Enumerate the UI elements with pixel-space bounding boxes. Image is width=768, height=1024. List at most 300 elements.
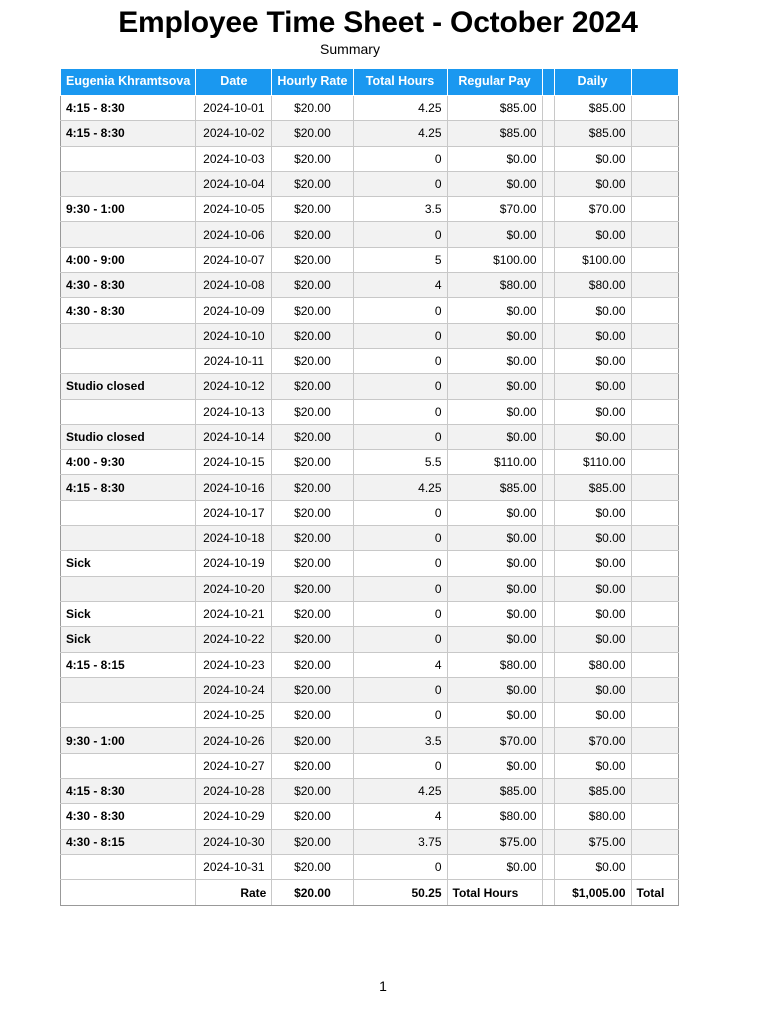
cell-date: 2024-10-18 <box>196 526 272 551</box>
header-daily: Daily <box>554 69 631 96</box>
cell-regular-pay: $85.00 <box>447 96 542 121</box>
cell-daily: $70.00 <box>554 728 631 753</box>
cell-daily: $0.00 <box>554 753 631 778</box>
footer-rate-label: Rate <box>196 880 272 906</box>
cell-total-hours: 0 <box>353 348 447 373</box>
cell-blank <box>542 424 554 449</box>
cell-regular-pay: $0.00 <box>447 424 542 449</box>
cell-shift: 4:00 - 9:00 <box>61 247 196 272</box>
cell-blank <box>542 374 554 399</box>
cell-date: 2024-10-24 <box>196 677 272 702</box>
table-row <box>61 854 679 879</box>
cell-shift <box>61 703 196 728</box>
cell-shift: Studio closed <box>61 374 196 399</box>
cell-regular-pay: $70.00 <box>447 197 542 222</box>
document-subtitle: Summary <box>320 41 380 57</box>
table-row <box>61 197 679 222</box>
cell-daily: $85.00 <box>554 121 631 146</box>
cell-blank <box>542 779 554 804</box>
cell-daily: $0.00 <box>554 576 631 601</box>
cell-date: 2024-10-29 <box>196 804 272 829</box>
cell-total-hours: 0 <box>353 146 447 171</box>
cell-extra <box>631 121 678 146</box>
cell-hourly-rate: $20.00 <box>272 424 353 449</box>
footer-total-pay-value: $1,005.00 <box>554 880 631 906</box>
table-row <box>61 703 679 728</box>
cell-blank <box>542 576 554 601</box>
cell-total-hours: 0 <box>353 627 447 652</box>
cell-regular-pay: $0.00 <box>447 677 542 702</box>
cell-date: 2024-10-31 <box>196 854 272 879</box>
cell-blank <box>542 450 554 475</box>
cell-daily: $0.00 <box>554 222 631 247</box>
cell-regular-pay: $0.00 <box>447 601 542 626</box>
cell-daily: $80.00 <box>554 273 631 298</box>
cell-blank <box>542 222 554 247</box>
footer-total-label: Total <box>631 880 678 906</box>
cell-blank <box>542 348 554 373</box>
cell-regular-pay: $0.00 <box>447 500 542 525</box>
cell-hourly-rate: $20.00 <box>272 779 353 804</box>
footer-rate-value: $20.00 <box>272 880 353 906</box>
cell-date: 2024-10-04 <box>196 171 272 196</box>
cell-shift: 4:30 - 8:15 <box>61 829 196 854</box>
cell-extra <box>631 298 678 323</box>
table-row <box>61 374 679 399</box>
cell-hourly-rate: $20.00 <box>272 475 353 500</box>
cell-extra <box>631 323 678 348</box>
cell-blank <box>542 753 554 778</box>
cell-blank <box>542 323 554 348</box>
cell-shift: 4:15 - 8:15 <box>61 652 196 677</box>
cell-date: 2024-10-26 <box>196 728 272 753</box>
table-row <box>61 500 679 525</box>
cell-total-hours: 4.25 <box>353 121 447 146</box>
cell-shift <box>61 500 196 525</box>
header-date: Date <box>196 69 272 96</box>
cell-date: 2024-10-11 <box>196 348 272 373</box>
page-number: 1 <box>379 978 387 994</box>
cell-extra <box>631 171 678 196</box>
cell-blank <box>542 121 554 146</box>
cell-regular-pay: $85.00 <box>447 121 542 146</box>
cell-shift <box>61 854 196 879</box>
cell-daily: $0.00 <box>554 399 631 424</box>
cell-blank <box>542 146 554 171</box>
cell-extra <box>631 677 678 702</box>
cell-shift: 9:30 - 1:00 <box>61 728 196 753</box>
cell-total-hours: 5.5 <box>353 450 447 475</box>
cell-total-hours: 0 <box>353 298 447 323</box>
cell-extra <box>631 854 678 879</box>
footer-blank-cell <box>542 880 554 906</box>
cell-hourly-rate: $20.00 <box>272 171 353 196</box>
cell-blank <box>542 399 554 424</box>
cell-hourly-rate: $20.00 <box>272 627 353 652</box>
cell-hourly-rate: $20.00 <box>272 348 353 373</box>
cell-hourly-rate: $20.00 <box>272 829 353 854</box>
cell-total-hours: 0 <box>353 500 447 525</box>
table-row <box>61 576 679 601</box>
cell-hourly-rate: $20.00 <box>272 197 353 222</box>
footer-empty-cell <box>61 880 196 906</box>
footer-total-hours-value: 50.25 <box>353 880 447 906</box>
table-row <box>61 323 679 348</box>
cell-date: 2024-10-15 <box>196 450 272 475</box>
cell-hourly-rate: $20.00 <box>272 450 353 475</box>
table-row <box>61 273 679 298</box>
cell-blank <box>542 854 554 879</box>
cell-hourly-rate: $20.00 <box>272 298 353 323</box>
table-row <box>61 804 679 829</box>
cell-regular-pay: $0.00 <box>447 703 542 728</box>
cell-regular-pay: $80.00 <box>447 652 542 677</box>
cell-blank <box>542 96 554 121</box>
cell-extra <box>631 703 678 728</box>
cell-extra <box>631 222 678 247</box>
cell-shift <box>61 526 196 551</box>
cell-regular-pay: $85.00 <box>447 779 542 804</box>
cell-hourly-rate: $20.00 <box>272 526 353 551</box>
cell-shift: 4:30 - 8:30 <box>61 273 196 298</box>
cell-blank <box>542 728 554 753</box>
cell-daily: $0.00 <box>554 526 631 551</box>
cell-regular-pay: $70.00 <box>447 728 542 753</box>
cell-date: 2024-10-25 <box>196 703 272 728</box>
cell-total-hours: 3.5 <box>353 197 447 222</box>
cell-total-hours: 0 <box>353 171 447 196</box>
cell-shift: 4:00 - 9:30 <box>61 450 196 475</box>
cell-shift <box>61 753 196 778</box>
cell-regular-pay: $80.00 <box>447 804 542 829</box>
cell-extra <box>631 652 678 677</box>
cell-date: 2024-10-06 <box>196 222 272 247</box>
header-blank <box>542 69 554 96</box>
cell-extra <box>631 146 678 171</box>
cell-hourly-rate: $20.00 <box>272 703 353 728</box>
table-row <box>61 601 679 626</box>
cell-extra <box>631 374 678 399</box>
table-row <box>61 551 679 576</box>
cell-regular-pay: $0.00 <box>447 753 542 778</box>
cell-extra <box>631 576 678 601</box>
cell-hourly-rate: $20.00 <box>272 273 353 298</box>
header-extra <box>631 69 678 96</box>
cell-daily: $85.00 <box>554 475 631 500</box>
cell-date: 2024-10-05 <box>196 197 272 222</box>
cell-extra <box>631 627 678 652</box>
table-row <box>61 753 679 778</box>
cell-daily: $80.00 <box>554 804 631 829</box>
cell-shift <box>61 222 196 247</box>
cell-total-hours: 4 <box>353 273 447 298</box>
cell-hourly-rate: $20.00 <box>272 399 353 424</box>
cell-regular-pay: $110.00 <box>447 450 542 475</box>
table-footer-row <box>61 880 679 906</box>
cell-shift <box>61 171 196 196</box>
cell-total-hours: 0 <box>353 526 447 551</box>
cell-blank <box>542 475 554 500</box>
cell-hourly-rate: $20.00 <box>272 728 353 753</box>
table-row <box>61 247 679 272</box>
cell-daily: $0.00 <box>554 703 631 728</box>
cell-extra <box>631 500 678 525</box>
cell-date: 2024-10-16 <box>196 475 272 500</box>
cell-hourly-rate: $20.00 <box>272 804 353 829</box>
cell-daily: $75.00 <box>554 829 631 854</box>
cell-extra <box>631 475 678 500</box>
cell-blank <box>542 652 554 677</box>
cell-total-hours: 0 <box>353 677 447 702</box>
cell-extra <box>631 348 678 373</box>
cell-regular-pay: $0.00 <box>447 298 542 323</box>
table-body <box>61 96 679 880</box>
cell-daily: $0.00 <box>554 374 631 399</box>
cell-date: 2024-10-13 <box>196 399 272 424</box>
cell-daily: $0.00 <box>554 146 631 171</box>
cell-hourly-rate: $20.00 <box>272 601 353 626</box>
cell-regular-pay: $0.00 <box>447 854 542 879</box>
table-row <box>61 829 679 854</box>
cell-shift: Sick <box>61 601 196 626</box>
cell-shift <box>61 348 196 373</box>
cell-date: 2024-10-20 <box>196 576 272 601</box>
cell-total-hours: 0 <box>353 576 447 601</box>
header-regular-pay: Regular Pay <box>447 69 542 96</box>
table-row <box>61 298 679 323</box>
cell-date: 2024-10-12 <box>196 374 272 399</box>
table-header-row <box>61 69 679 96</box>
cell-total-hours: 0 <box>353 323 447 348</box>
table-row <box>61 348 679 373</box>
cell-hourly-rate: $20.00 <box>272 576 353 601</box>
cell-date: 2024-10-07 <box>196 247 272 272</box>
cell-shift: 9:30 - 1:00 <box>61 197 196 222</box>
cell-total-hours: 3.5 <box>353 728 447 753</box>
cell-total-hours: 0 <box>353 374 447 399</box>
table-row <box>61 526 679 551</box>
cell-daily: $70.00 <box>554 197 631 222</box>
cell-blank <box>542 526 554 551</box>
footer-total-hours-label: Total Hours <box>447 880 542 906</box>
cell-daily: $0.00 <box>554 500 631 525</box>
cell-shift: Studio closed <box>61 424 196 449</box>
cell-date: 2024-10-09 <box>196 298 272 323</box>
cell-total-hours: 0 <box>353 854 447 879</box>
cell-total-hours: 0 <box>353 222 447 247</box>
cell-blank <box>542 197 554 222</box>
cell-daily: $80.00 <box>554 652 631 677</box>
cell-regular-pay: $0.00 <box>447 627 542 652</box>
cell-hourly-rate: $20.00 <box>272 374 353 399</box>
cell-total-hours: 4.25 <box>353 779 447 804</box>
cell-regular-pay: $80.00 <box>447 273 542 298</box>
cell-extra <box>631 96 678 121</box>
cell-shift: Sick <box>61 627 196 652</box>
cell-hourly-rate: $20.00 <box>272 652 353 677</box>
cell-total-hours: 5 <box>353 247 447 272</box>
cell-daily: $0.00 <box>554 171 631 196</box>
cell-blank <box>542 298 554 323</box>
cell-date: 2024-10-14 <box>196 424 272 449</box>
cell-extra <box>631 526 678 551</box>
cell-blank <box>542 677 554 702</box>
cell-shift <box>61 323 196 348</box>
cell-date: 2024-10-17 <box>196 500 272 525</box>
cell-daily: $0.00 <box>554 323 631 348</box>
cell-daily: $0.00 <box>554 854 631 879</box>
cell-date: 2024-10-01 <box>196 96 272 121</box>
cell-hourly-rate: $20.00 <box>272 551 353 576</box>
cell-extra <box>631 424 678 449</box>
cell-total-hours: 0 <box>353 551 447 576</box>
cell-regular-pay: $0.00 <box>447 576 542 601</box>
cell-extra <box>631 829 678 854</box>
cell-hourly-rate: $20.00 <box>272 854 353 879</box>
cell-regular-pay: $0.00 <box>447 374 542 399</box>
table-row <box>61 121 679 146</box>
cell-shift <box>61 399 196 424</box>
cell-total-hours: 0 <box>353 424 447 449</box>
cell-regular-pay: $85.00 <box>447 475 542 500</box>
table-row <box>61 652 679 677</box>
cell-regular-pay: $0.00 <box>447 171 542 196</box>
cell-date: 2024-10-10 <box>196 323 272 348</box>
table-row <box>61 475 679 500</box>
cell-daily: $85.00 <box>554 96 631 121</box>
cell-shift <box>61 576 196 601</box>
cell-regular-pay: $0.00 <box>447 222 542 247</box>
cell-hourly-rate: $20.00 <box>272 222 353 247</box>
cell-shift: 4:15 - 8:30 <box>61 96 196 121</box>
cell-regular-pay: $0.00 <box>447 399 542 424</box>
table-row <box>61 222 679 247</box>
table-row <box>61 627 679 652</box>
cell-regular-pay: $0.00 <box>447 146 542 171</box>
cell-shift: 4:15 - 8:30 <box>61 475 196 500</box>
cell-blank <box>542 627 554 652</box>
header-total-hours: Total Hours <box>353 69 447 96</box>
cell-extra <box>631 779 678 804</box>
cell-shift <box>61 677 196 702</box>
cell-shift: 4:30 - 8:30 <box>61 298 196 323</box>
cell-extra <box>631 399 678 424</box>
cell-regular-pay: $0.00 <box>447 551 542 576</box>
table-row <box>61 399 679 424</box>
cell-hourly-rate: $20.00 <box>272 323 353 348</box>
cell-shift: Sick <box>61 551 196 576</box>
cell-regular-pay: $0.00 <box>447 348 542 373</box>
cell-total-hours: 0 <box>353 601 447 626</box>
document-title: Employee Time Sheet - October 2024 <box>118 6 638 39</box>
cell-hourly-rate: $20.00 <box>272 500 353 525</box>
table-row <box>61 424 679 449</box>
cell-extra <box>631 450 678 475</box>
header-hourly-rate: Hourly Rate <box>272 69 353 96</box>
cell-blank <box>542 551 554 576</box>
cell-hourly-rate: $20.00 <box>272 247 353 272</box>
cell-regular-pay: $0.00 <box>447 526 542 551</box>
cell-total-hours: 0 <box>353 703 447 728</box>
cell-total-hours: 4 <box>353 804 447 829</box>
cell-daily: $110.00 <box>554 450 631 475</box>
cell-extra <box>631 728 678 753</box>
cell-daily: $0.00 <box>554 677 631 702</box>
cell-daily: $0.00 <box>554 627 631 652</box>
cell-extra <box>631 551 678 576</box>
cell-shift: 4:30 - 8:30 <box>61 804 196 829</box>
cell-blank <box>542 703 554 728</box>
cell-extra <box>631 197 678 222</box>
cell-extra <box>631 804 678 829</box>
cell-blank <box>542 247 554 272</box>
cell-total-hours: 4 <box>353 652 447 677</box>
cell-total-hours: 0 <box>353 399 447 424</box>
cell-extra <box>631 601 678 626</box>
cell-hourly-rate: $20.00 <box>272 96 353 121</box>
cell-blank <box>542 273 554 298</box>
cell-date: 2024-10-03 <box>196 146 272 171</box>
table-row <box>61 779 679 804</box>
cell-daily: $0.00 <box>554 551 631 576</box>
cell-total-hours: 4.25 <box>353 475 447 500</box>
cell-daily: $0.00 <box>554 424 631 449</box>
table-row <box>61 450 679 475</box>
cell-regular-pay: $100.00 <box>447 247 542 272</box>
cell-hourly-rate: $20.00 <box>272 753 353 778</box>
cell-date: 2024-10-27 <box>196 753 272 778</box>
cell-total-hours: 0 <box>353 753 447 778</box>
cell-hourly-rate: $20.00 <box>272 146 353 171</box>
timesheet-table <box>60 68 679 906</box>
cell-date: 2024-10-30 <box>196 829 272 854</box>
cell-total-hours: 3.75 <box>353 829 447 854</box>
cell-date: 2024-10-28 <box>196 779 272 804</box>
cell-blank <box>542 601 554 626</box>
cell-shift: 4:15 - 8:30 <box>61 779 196 804</box>
table-row <box>61 171 679 196</box>
cell-extra <box>631 753 678 778</box>
cell-regular-pay: $75.00 <box>447 829 542 854</box>
cell-total-hours: 4.25 <box>353 96 447 121</box>
cell-daily: $0.00 <box>554 348 631 373</box>
cell-extra <box>631 247 678 272</box>
cell-daily: $0.00 <box>554 298 631 323</box>
cell-date: 2024-10-21 <box>196 601 272 626</box>
table-row <box>61 728 679 753</box>
cell-extra <box>631 273 678 298</box>
cell-daily: $100.00 <box>554 247 631 272</box>
cell-date: 2024-10-22 <box>196 627 272 652</box>
cell-shift <box>61 146 196 171</box>
cell-date: 2024-10-08 <box>196 273 272 298</box>
cell-daily: $85.00 <box>554 779 631 804</box>
table-row <box>61 146 679 171</box>
header-employee-name: Eugenia Khramtsova <box>61 69 196 96</box>
cell-blank <box>542 804 554 829</box>
table-row <box>61 677 679 702</box>
table-row <box>61 96 679 121</box>
cell-blank <box>542 829 554 854</box>
cell-date: 2024-10-02 <box>196 121 272 146</box>
cell-hourly-rate: $20.00 <box>272 677 353 702</box>
cell-date: 2024-10-23 <box>196 652 272 677</box>
cell-shift: 4:15 - 8:30 <box>61 121 196 146</box>
cell-regular-pay: $0.00 <box>447 323 542 348</box>
cell-blank <box>542 171 554 196</box>
cell-daily: $0.00 <box>554 601 631 626</box>
cell-blank <box>542 500 554 525</box>
